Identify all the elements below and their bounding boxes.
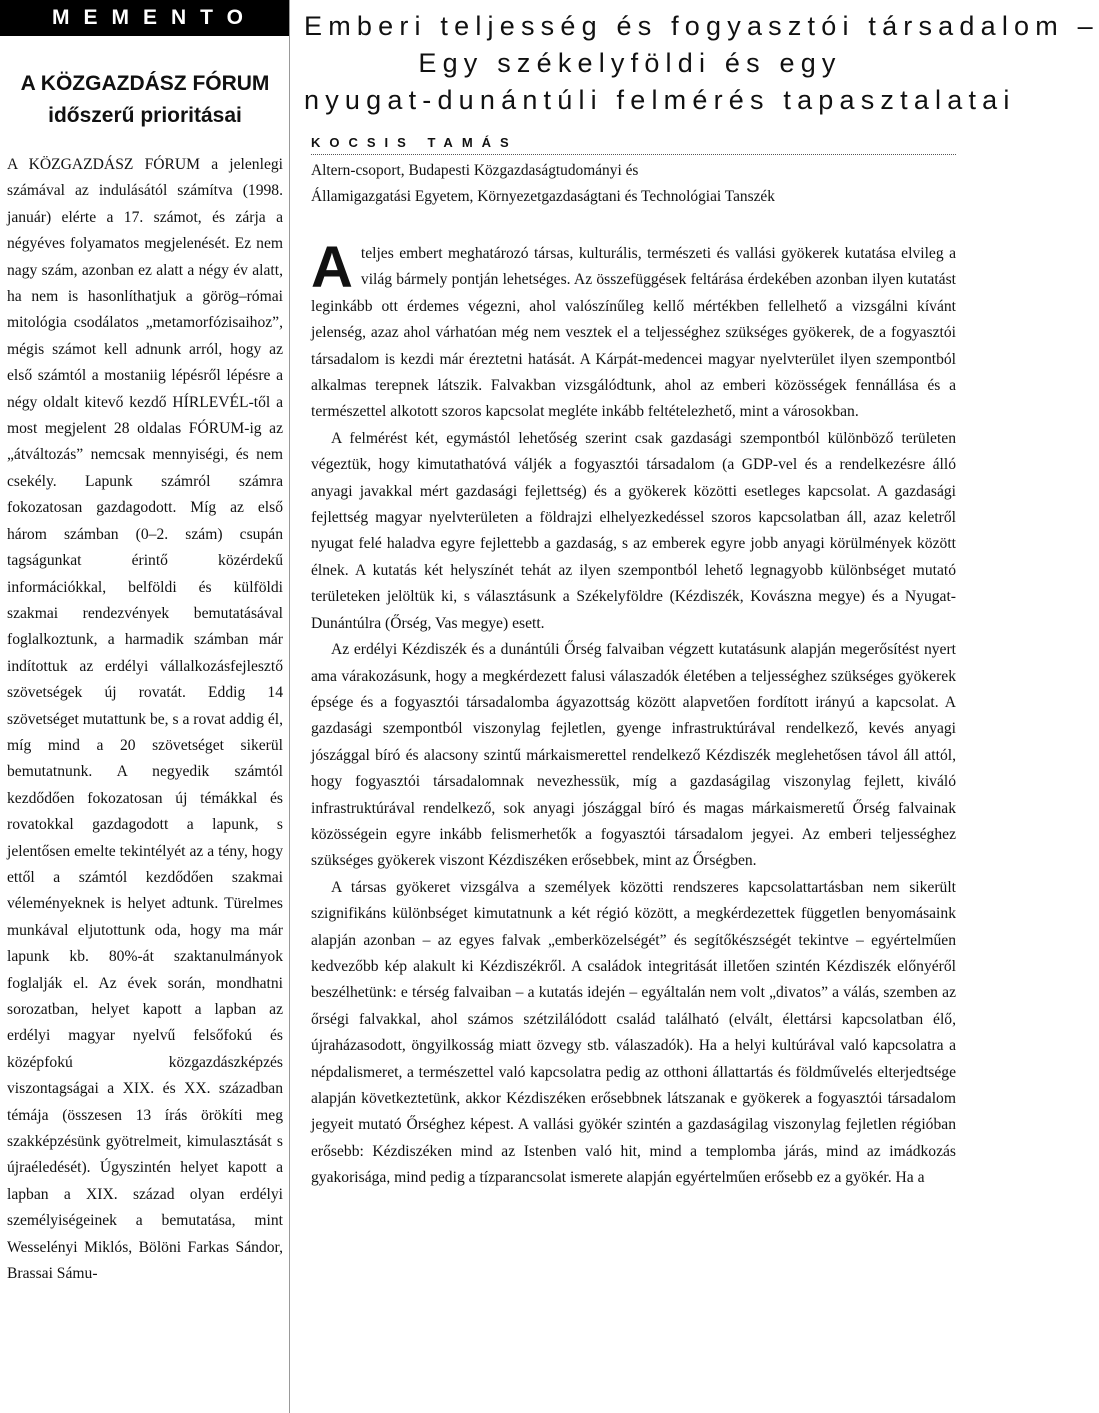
- affiliation-line: Államigazgatási Egyetem, Környezetgazdaságtani és Technológiai Tanszék: [311, 188, 775, 205]
- article-title: [304, 8, 1099, 119]
- drop-cap: A: [311, 235, 353, 300]
- column-divider: [289, 0, 290, 1413]
- sidebar-title: [0, 68, 290, 132]
- author-divider: [311, 154, 956, 155]
- author-name: KOCSIS TAMÁS: [311, 135, 518, 150]
- article-paragraph: Az erdélyi Kézdiszék és a dunántúli Őrség falvaiban végzett kutatásunk alapján megerősítést nyert ama várakozásunk, hogy a megkérdezett falusi válaszadók életében a teljességhez szükséges gyökerek épsége és a fogyasztói társadalomba ágyazottság között alapvetően fordított irányú a kapcsolat. A gazdasági szempontból viszonylag fejletlen, gyenge infrastruktúrával rendelkező, kevés anyagi jószággal bíró és alacsony szintű márkaismerettel rendelkező Kézdiszék meglehetősen távol áll attól, hogy fogyasztói társadalomnak nevezhessük, míg a gazdaságilag viszonylag fejlett, kiváló infrastruktúrával rendelkező, sok anyagi jószággal bíró és magas márkaismeretű Őrség falvainak közösségein egyre inkább felismerhetők a fogyasztói társadalom jegyei. Az emberi teljességhez szükséges gyökerek viszont Kézdiszéken erősebbek, mint az Őrségben.: [311, 641, 956, 870]
- affiliation-line: Altern-csoport, Budapesti Közgazdaságtudományi és: [311, 162, 639, 179]
- article-title-line: nyugat-dunántúli felmérés tapasztalatai: [304, 85, 1016, 115]
- sidebar-title-line2: időszerű prioritásai: [48, 104, 242, 127]
- article-title-line: Emberi teljesség és fogyasztói társadalom –: [304, 11, 1099, 41]
- article-column: [304, 0, 1099, 1413]
- sidebar-body-text: A KÖZGAZDÁSZ FÓRUM a jelenlegi számával az indulásától számítva (1998. január) elérte a 17. számot, és zárja a négyéves folyamatos megjelenését. Ez nem nagy szám, azonban ez alatt a négy év alatt, ha nem is hasonlíthatjuk a görög–római mitológia csodálatos „metamorfózisaihoz”, mégis számot kell adnunk arról, hogy az első számtól a mostaniig lépésről lépésre a négy oldalt kitevő kezdő HÍRLEVÉL-től a most megjelent 28 oldalas FÓRUM-ig az „átváltozás” nemcsak mennyiségi, és nem csekély. Lapunk számról számra fokozatosan gazdagodott. Míg az első három számban (0–2. szám) csupán tagságunkat érintő közérdekű információkkal, belföldi és külföldi szakmai rendezvények bemutatásával foglalkoztunk, a harmadik számban már indítottuk az erdélyi vállalkozásfejlesztő szövetségek új rovatát. Eddig 14 szövetséget mutattunk be, s a rovat addig él, míg mind a 20 szövetséget sikerül bemutatnunk. A negyedik számtól kezdődően fokozatosan új témákkal és rovatokkal gazdagodott a lapunk, s jelentősen emelte tekintélyét az a tény, hogy ettől a számtól kezdődően szakmai véleményeknek is helyet adtunk. Türelmes munkával eljutottunk oda, hogy ma már lapunk kb. 80%-át szaktanulmányok foglalják el. Az évek során, mondhatni sorozatban, helyet kapott a lapban az erdélyi magyar nyelvű felsőfokú és középfokú közgazdászképzés viszontagságai a XIX. és XX. században témája (összesen 13 írás örökíti meg szakképzésünk gyötrelmeit, kimulasztását s újraéledését). Úgyszintén helyet kapott a lapban a XIX. század olyan erdélyi személyiségeinek a bemutatása, mint Wesselényi Miklós, Bölöni Farkas Sándor, Brassai Sámu-: [7, 156, 283, 1283]
- article-title-line: Egy székelyföldi és egy: [418, 48, 842, 78]
- article-paragraph: A társas gyökeret vizsgálva a személyek közötti rendszeres kapcsolattartásban nem sikerült szignifikáns különbséget kimutatnunk a két régió között, a megkérdezettek független benyomásaink alapján azonban – az egyes falvak „emberközelségét” és segítőkészségét tekintve – egyértelműen kedvezőbb kép alakult ki Kézdiszékről. A családok integritását illetően szintén Kézdiszék előnyéről beszélhetünk: e térség falvaiban – a kutatás idején – egyáltalán nem volt „divatos” a válás, szemben az őrségi falvakkal, ahol számos szétzilálódott család található (elvált, élettársi kapcsolatban élő, újraházasodott, öngyilkosság miatt özvegy stb. válaszadók). Ha a helyi kultúrával való kapcsolatra a népdalismeret, a természettel való kapcsolatra pedig az otthoni állattartás és földművelés elterjedtsége alapján következtetünk, akkor Kézdiszéken erősebbnek látszanak e gyökerek a fogyasztói társadalom jegyeit mutató Őrséghez képest. A vallási gyökér szintén a gazdaságilag viszonylag fejletlen régióban erősebb: Kézdiszéken mind az Istenben való hit, mind a templomba járás, mind az imádkozás gyakorisága, mind pedig a tízparancsolat ismerete alapján egyértelműen erősebb ez a gyökér. Ha a: [311, 878, 956, 1187]
- article-body: [311, 235, 956, 1192]
- article-paragraph: A felmérést két, egymástól lehetőség szerint csak gazdasági szempontból különböző területen végeztük, hogy kimutathatóvá váljék a fogyasztói társadalom (a GDP-vel és a rendelkezésre álló anyagi javakkal mért gazdasági fejlettség) és a gyökerek közötti esetleges kapcsolat. A gazdasági fejlettség magyar nyelvterületen a földrajzi elhelyezkedéssel szoros kapcsolatban áll, azaz keletről nyugat felé haladva egyre fejlettebb a gazdaság, s az emberek egyre jobb anyagi körülmények között élnek. A kutatás két helyszínét tehát az ilyen szempontból lehető legnagyobb különbséget mutató területeken jelöltük ki, s választásunk a Székelyföldre (Kézdiszék, Kovászna megye) és a Nyugat-Dunántúlra (Őrség, Vas megye) esett.: [311, 429, 956, 632]
- article-paragraph: [311, 235, 956, 426]
- sidebar-title-line1: A KÖZGAZDÁSZ FÓRUM: [20, 72, 270, 95]
- author-affiliation: [311, 158, 956, 210]
- paragraph-text: teljes embert meghatározó társas, kulturális, természeti és vallási gyökerek kutatása elvileg a világ bármely pontján lehetséges. Az összefüggések feltárása érdekében azonban ilyen kutatást leginkább ott érdemes végezni, ahol valószínűleg kellő mértékben fellelhető a vizsgálni kívánt jelenség, azaz ahol várhatóan még nem vesztek el a teljességhez szükséges gyökerek, de a fogyasztói társadalom is kezdi már éreztetni hatását. A Kárpát-medencei magyar nyelvterület ilyen szempontból alkalmas terepnek látszik. Falvakban vizsgálódtunk, ahol az emberi közösségek fennállása és a természettel alkotott szoros kapcsolat megléte inkább feltételezhető, mint a városokban.: [311, 245, 956, 421]
- memento-sidebar: [0, 0, 290, 1413]
- memento-label: MEMENTO: [0, 0, 290, 36]
